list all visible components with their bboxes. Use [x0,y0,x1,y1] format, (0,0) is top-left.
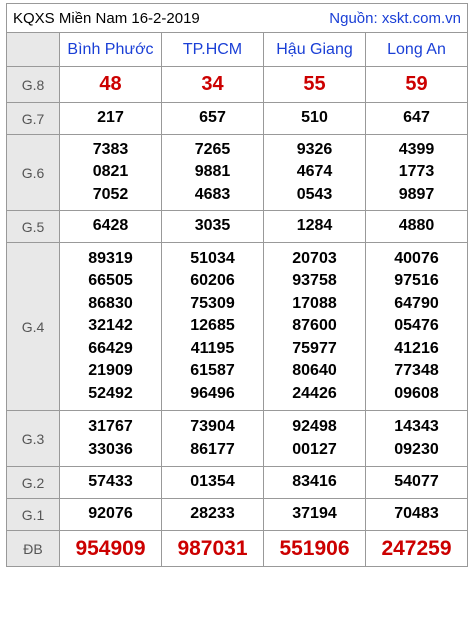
prize-cell [162,531,264,567]
prize-number: 954909 [75,536,146,560]
prize-label: G.5 [7,211,60,243]
header-bar [6,3,468,32]
prize-number: 64790 [394,294,439,312]
prize-number: 89319 [88,249,133,267]
prize-number: 17088 [292,294,337,312]
prize-label: ĐB [7,531,60,567]
prize-number: 33036 [88,440,133,458]
prize-number: 86177 [190,440,235,458]
prize-number: 41195 [190,339,235,357]
prize-number: 1773 [398,163,435,181]
prize-number: 92498 [292,418,337,435]
prize-cell [366,243,468,411]
prize-cell [60,531,162,567]
prize-label: G.1 [7,499,60,531]
prize-number: 01354 [190,473,235,491]
prize-cell [366,499,468,531]
prize-cell [162,135,264,211]
prize-row [7,67,468,103]
province-header-row [7,33,468,67]
prize-number: 24426 [292,384,337,402]
prize-label: G.8 [7,67,60,103]
prize-number: 0821 [92,163,129,181]
prize-cell [366,103,468,135]
prize-number: 93758 [292,272,337,290]
prize-number: 7383 [92,140,129,158]
prize-cell [60,211,162,243]
prize-number: 75309 [190,294,235,312]
prize-number: 20703 [292,249,337,267]
prize-cell [60,467,162,499]
prize-cell [60,103,162,135]
prize-number: 21909 [88,362,133,380]
prize-row [7,499,468,531]
prize-row [7,135,468,211]
prize-number: 80640 [292,362,337,380]
prize-number: 510 [301,109,328,127]
prize-number: 61587 [190,362,235,380]
prize-row [7,211,468,243]
prize-label: G.4 [7,243,60,411]
prize-number: 57433 [88,473,133,491]
prize-number: 14343 [394,418,439,435]
prize-cell [60,243,162,411]
prize-cell [366,135,468,211]
prize-number: 09230 [394,440,439,458]
prize-row [7,411,468,467]
prize-number: 41216 [394,339,439,357]
prize-number: 52492 [88,384,133,402]
prize-cell [366,411,468,467]
prize-cell [162,243,264,411]
prize-cell [264,211,366,243]
prize-number: 4674 [296,163,333,181]
prize-number: 73904 [190,418,235,435]
prize-number: 217 [97,109,124,127]
prize-number: 75977 [292,339,337,357]
prize-cell [60,67,162,103]
prize-cell [162,103,264,135]
prize-cell [366,211,468,243]
prize-label: G.7 [7,103,60,135]
prize-number: 6428 [92,217,129,235]
prize-number: 55 [303,73,326,95]
source-link[interactable]: Nguồn: xskt.com.vn [329,9,461,27]
prize-number: 05476 [394,317,439,335]
prize-number: 87600 [292,317,337,335]
prize-number: 96496 [190,384,235,402]
prize-number: 59 [405,73,428,95]
prize-number: 51034 [190,249,235,267]
prize-cell [366,531,468,567]
prize-number: 77348 [394,362,439,380]
prize-label: G.6 [7,135,60,211]
prize-cell [162,467,264,499]
prize-number: 86830 [88,294,133,312]
prize-number: 4683 [194,185,231,203]
prize-cell [366,467,468,499]
prize-number: 12685 [190,317,235,335]
prize-cell [264,499,366,531]
prize-number: 66429 [88,339,133,357]
prize-cell [366,67,468,103]
prize-cell [264,103,366,135]
prize-number: 48 [99,73,122,95]
prize-number: 647 [403,109,430,127]
prize-cell [162,67,264,103]
prize-number: 54077 [394,473,439,491]
prize-cell [264,243,366,411]
prize-label: G.3 [7,411,60,467]
prize-cell [264,411,366,467]
prize-number: 551906 [279,536,350,560]
prize-number: 83416 [292,473,337,491]
prize-number: 97516 [394,272,439,290]
prize-number: 7052 [92,185,129,203]
prize-row [7,103,468,135]
prize-number: 00127 [292,440,337,458]
province-long-an[interactable]: Long An [366,33,468,67]
province-tp-hcm[interactable]: TP.HCM [162,33,264,67]
results-table [6,32,468,567]
prize-number: 40076 [394,249,439,267]
prize-number: 28233 [190,505,235,523]
prize-cell [264,135,366,211]
prize-number: 32142 [88,317,133,335]
province-hau-giang[interactable]: Hậu Giang [264,33,366,67]
prize-cell [162,499,264,531]
prize-row [7,467,468,499]
province-binh-phuoc[interactable]: Bình Phước [60,33,162,67]
prize-cell [60,411,162,467]
prize-number: 9326 [296,140,333,158]
prize-number: 247259 [381,536,452,560]
prize-number: 9897 [398,185,435,203]
prize-cell [162,411,264,467]
prize-number: 37194 [292,505,337,523]
prize-number: 4399 [398,140,435,158]
prize-number: 7265 [194,140,231,158]
prize-cell [162,211,264,243]
prize-number: 3035 [194,217,231,235]
corner-cell [7,33,60,67]
prize-number: 70483 [394,505,439,523]
prize-number: 60206 [190,272,235,290]
prize-cell [264,467,366,499]
prize-number: 66505 [88,272,133,290]
prize-row [7,531,468,567]
prize-number: 9881 [194,163,231,181]
prize-number: 657 [199,109,226,127]
prize-number: 31767 [88,418,133,435]
prize-number: 4880 [398,217,435,235]
prize-cell [264,67,366,103]
prize-row [7,243,468,411]
prize-cell [60,499,162,531]
prize-cell [264,531,366,567]
prize-number: 09608 [394,384,439,402]
prize-cell [60,135,162,211]
prize-number: 987031 [177,536,248,560]
prize-number: 92076 [88,505,133,523]
prize-number: 0543 [296,185,333,203]
prize-number: 34 [201,73,224,95]
prize-label: G.2 [7,467,60,499]
page-title: KQXS Miền Nam 16-2-2019 [13,9,200,27]
prize-number: 1284 [296,217,333,235]
results-sheet [6,3,468,567]
